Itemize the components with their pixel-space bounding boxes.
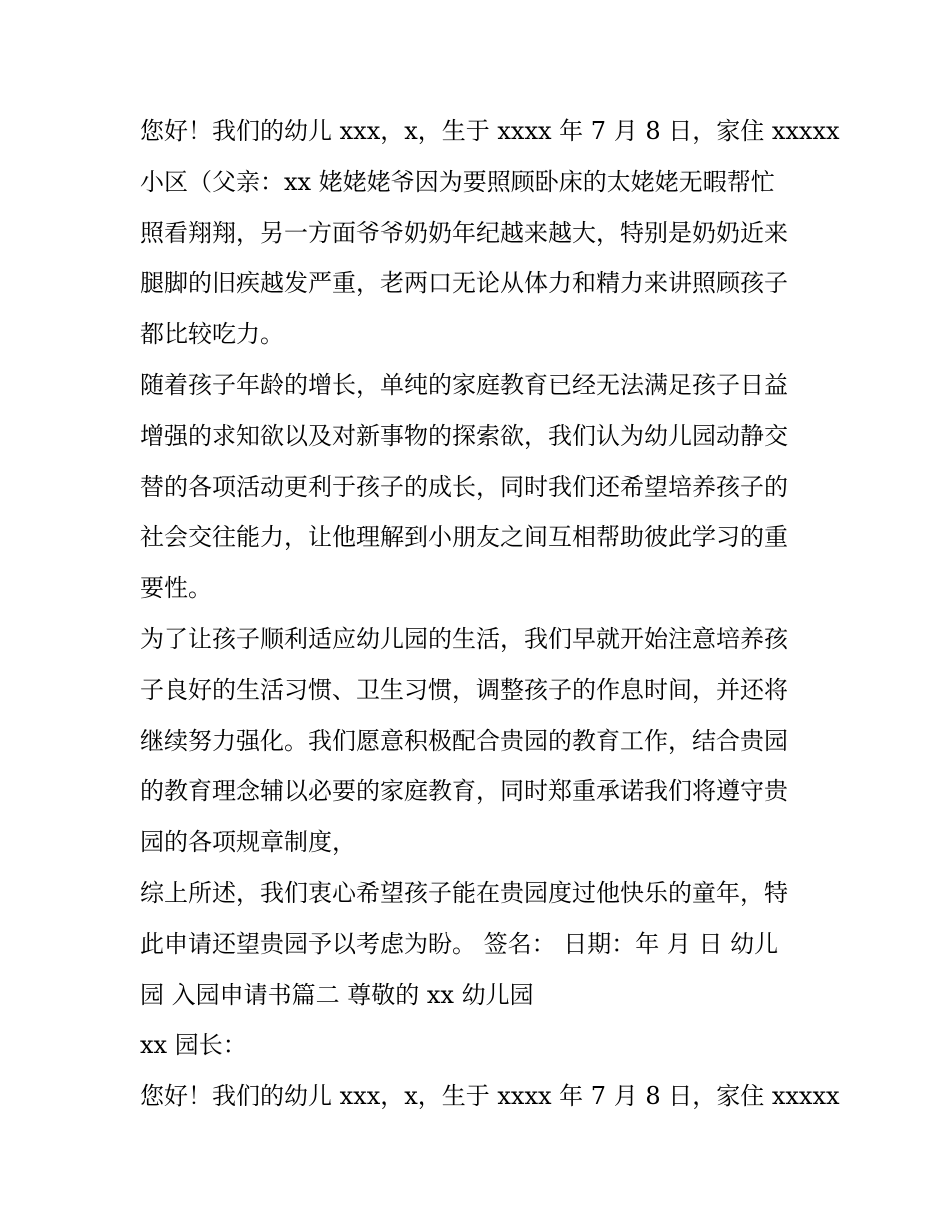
text-line: xx 园长： (140, 1031, 247, 1060)
text-line: 此申请还望贵园予以考虑为盼。 签名： 日期：年 月 日 幼儿 (140, 929, 779, 958)
text-line: 继续努力强化。我们愿意积极配合贵园的教育工作，结合贵园 (140, 726, 788, 755)
text-line: 综上所述，我们衷心希望孩子能在贵园度过他快乐的童年，特 (140, 878, 788, 907)
text-line: 都比较吃力。 (140, 320, 284, 349)
text-line: 随着孩子年龄的增长，单纯的家庭教育已经无法满足孩子日益 (140, 370, 788, 399)
text-line: 您好！我们的幼儿 xxx，x，生于 xxxx 年 7 月 8 日，家住 xxxxx (140, 117, 840, 145)
text-line: 社会交往能力，让他理解到小朋友之间互相帮助彼此学习的重 (140, 523, 788, 552)
text-line: 照看翔翔，另一方面爷爷奶奶年纪越来越大，特别是奶奶近来 (140, 218, 788, 247)
text-line: 增强的求知欲以及对新事物的探索欲，我们认为幼儿园动静交 (140, 421, 788, 450)
text-line: 替的各项活动更利于孩子的成长，同时我们还希望培养孩子的 (140, 472, 788, 501)
text-line: 为了让孩子顺利适应幼儿园的生活，我们早就开始注意培养孩 (140, 624, 788, 653)
document-body (140, 106, 840, 1122)
text-line: 的教育理念辅以必要的家庭教育，同时郑重承诺我们将遵守贵 (140, 777, 788, 806)
text-line: 小区（父亲：xx 姥姥姥爷因为要照顾卧床的太姥姥无暇帮忙 (140, 167, 775, 196)
text-line: 子良好的生活习惯、卫生习惯，调整孩子的作息时间，并还将 (140, 675, 788, 704)
text-line: 园 入园申请书篇二 尊敬的 xx 幼儿园 (140, 980, 534, 1009)
text-line: 园的各项规章制度， (140, 828, 356, 857)
text-line: 您好！我们的幼儿 xxx，x，生于 xxxx 年 7 月 8 日，家住 xxxxx (140, 1082, 840, 1111)
text-line: 腿脚的旧疾越发严重，老两口无论从体力和精力来讲照顾孩子 (140, 269, 788, 298)
text-line: 要性。 (140, 574, 212, 603)
